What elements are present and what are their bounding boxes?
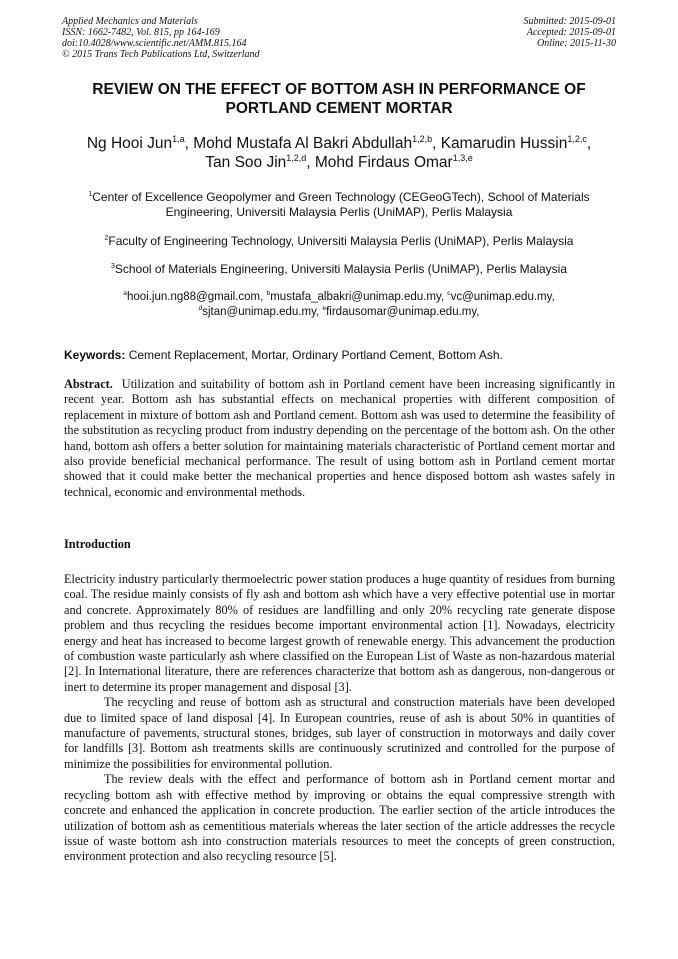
- paragraph: Electricity industry particularly thermoelectric power station produces a huge quantity of residues from burning coal. The residue mainly consists of fly ash and bottom ash which have a very effective potential use in mortar and concrete. Approximately 80% of residues are landfilling and only 20% recycling rate generate dispose problem and thus recycling the residues become important environmental action [1]. Nowadays, electricity energy and heat has increased to become largest growth of renewable energy. This advancement the production of combustion waste particularly ash where classified on the European List of Waste as non-hazardous material [2]. In International literature, there are references characterize that bottom ash as dangerous, non-dangerous or inert to determine its proper management and disposal [3].: [64, 572, 615, 694]
- abstract-label: Abstract.: [64, 377, 113, 391]
- paragraph: The recycling and reuse of bottom ash as structural and construction materials have been developed due to limited space of land disposal [4]. In European countries, reuse of ash is about 50% in quantities of manufacture of pavements, structural stones, bridges, sub layer of construction in motorways and daily cover for landfills [3]. Bottom ash treatments skills are continuously scrutinized and controlled for the purpose of minimize the possibilities for environmental pollution.: [64, 695, 615, 771]
- author-name: Mohd Mustafa Al Bakri Abdullah: [193, 135, 413, 152]
- submitted-date: Submitted: 2015-09-01: [523, 16, 616, 27]
- author-name: Kamarudin Hussin: [440, 135, 568, 152]
- online-date: Online: 2015-11-30: [537, 38, 616, 49]
- journal-info: [62, 16, 260, 60]
- affiliation-3: $^3$School of Materials Engineering, Universiti Malaysia Perlis (UniMAP), Perlis Malaysia: [110, 262, 568, 276]
- author-list: Ng Hooi Jun$^{1,a}$, Mohd Mustafa Al Bakri Abdullah$^{1,2,b}$, Kamarudin Hussin$^{1,2,c}$, Tan Soo Jin$^{1,2,d}$, Mohd Firdaus Omar$^{1,3,e}$: [86, 133, 592, 171]
- paragraph: The review deals with the effect and performance of bottom ash in Portland cement mortar and recycling bottom ash with effective method by improving or obtains the equal compressive strength with concrete and enhanced the application in concrete production. The earlier section of the article introduces the utilization of bottom ash as cementitious materials whereas the later section of the article addresses the recycle issue of waste bottom ash into construction materials resources to meet the concepts of green construction, environment protection and also recycling resource [5].: [64, 772, 615, 864]
- accepted-date: Accepted: 2015-09-01: [526, 27, 616, 38]
- affiliation-1: $^1$Center of Excellence Geopolymer and Green Technology (CEGeoGTech), School of Materials Engineering, Universiti Malaysia Perlis (UniMAP), Perlis Malaysia: [88, 190, 590, 219]
- abstract-text: Utilization and suitability of bottom ash in Portland cement have been increasing significantly in recent year. Bottom ash has substantial effects on mechanical properties with different composition of replacement in mixture of bottom ash and Portland cement. Bottom ash was used to determine the feasibility of the substitution as recycling product from industry depending on the percentage of the bottom ash. On the other hand, bottom ash offers a better solution for maintaining materials characteristic of Portland cement mortar and also provide beneficial mechanical performance. The result of using bottom ash in Portland cement mortar showed that it could make better the mechanical properties and hence disposed bottom ash wastes safely in technical, economic and environmental methods.: [64, 377, 615, 499]
- doi-line: doi:10.4028/www.scientific.net/AMM.815.164: [62, 38, 247, 49]
- keywords-label: Keywords:: [64, 348, 126, 362]
- issn-line: ISSN: 1662-7482, Vol. 815, pp 164-169: [62, 27, 220, 38]
- keywords-line: [64, 348, 503, 363]
- email-link[interactable]: mustafa_albakri@unimap.edu.my,: [270, 291, 445, 303]
- email-link[interactable]: sjtan@unimap.edu.my,: [202, 306, 320, 318]
- paper-title: REVIEW ON THE EFFECT OF BOTTOM ASH IN PERFORMANCE OF PORTLAND CEMENT MORTAR: [92, 81, 586, 117]
- author-name: Mohd Firdaus Omar: [314, 154, 453, 171]
- dates-info: [524, 16, 617, 49]
- author-name: Tan Soo Jin: [205, 154, 287, 171]
- email-link[interactable]: vc@unimap.edu.my,: [450, 291, 555, 303]
- keywords-text: Cement Replacement, Mortar, Ordinary Portland Cement, Bottom Ash.: [128, 348, 503, 362]
- email-link[interactable]: hooi.jun.ng88@gmail.com,: [126, 291, 264, 303]
- author-name: Ng Hooi Jun: [86, 135, 173, 152]
- affiliation-2: $^2$Faculty of Engineering Technology, Universiti Malaysia Perlis (UniMAP), Perlis Malaysia: [104, 234, 574, 248]
- copyright-line: © 2015 Trans Tech Publications Ltd, Switzerland: [62, 49, 260, 60]
- author-emails: $^a$hooi.jun.ng88@gmail.com, $^b$mustafa_albakri@unimap.edu.my, $^c$vc@unimap.edu.my, $^d$sjtan@unimap.edu.my, $^e$firdausomar@unimap.edu.my,: [123, 290, 555, 318]
- email-link[interactable]: firdausomar@unimap.edu.my,: [326, 306, 480, 318]
- abstract: [64, 377, 615, 500]
- journal-name: Applied Mechanics and Materials: [62, 16, 198, 27]
- introduction-body: [64, 572, 615, 865]
- introduction-heading: Introduction: [64, 537, 131, 551]
